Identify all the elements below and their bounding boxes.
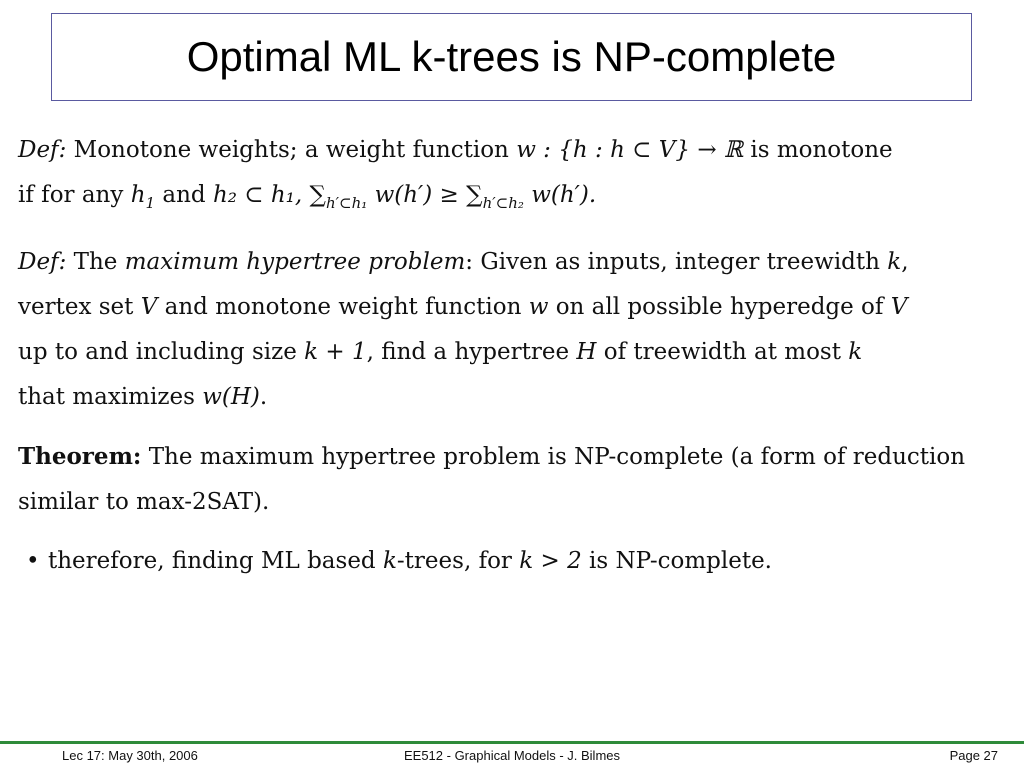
def1-end: is monotone — [750, 137, 893, 163]
def2-line1-rest: : Given as inputs, integer treewidth — [465, 249, 880, 275]
theorem — [18, 434, 1010, 525]
theorem-label: Theorem: — [18, 443, 142, 470]
def1-sum2-sub: h′⊂h₂ — [482, 194, 524, 212]
def1-and: and — [162, 182, 206, 208]
slide-content — [18, 128, 1010, 584]
def-label: Def: — [18, 249, 67, 275]
theorem-text: The maximum hypertree problem is NP-complete (a form of reduction similar to max-2SAT). — [18, 444, 966, 515]
slide-title-box — [51, 13, 972, 101]
slide-footer — [0, 748, 1024, 766]
def2-period: . — [259, 384, 268, 410]
def2-line2-a: vertex set — [18, 294, 134, 320]
def2-line2-c: on all possible hyperedge of — [555, 294, 884, 320]
bullet-k: k — [382, 548, 397, 574]
def-label: Def: — [18, 137, 67, 163]
bullet-item — [18, 539, 1010, 584]
def2-line3-b: , find a hypertree — [366, 339, 570, 365]
def1-expr: h₂ ⊂ h₁, ∑ — [212, 182, 326, 208]
def1-h1: $h_1$ — [130, 182, 156, 212]
bullet-cond: k > 2 — [519, 548, 582, 574]
def1-math: w : {h : h ⊂ V} → ℝ — [516, 137, 744, 163]
footer-lecture-date: Lec 17: May 30th, 2006 — [62, 748, 198, 763]
def2-V2: V — [890, 294, 908, 320]
footer-divider — [0, 741, 1024, 744]
def2-k-plus-1: k + 1 — [304, 339, 367, 365]
def2-wH: w(H) — [202, 384, 260, 410]
bullet-text-b: -trees, for — [396, 548, 512, 574]
def2-w: w — [528, 294, 549, 320]
footer-course: EE512 - Graphical Models - J. Bilmes — [403, 748, 621, 763]
def2-H: H — [576, 339, 597, 365]
def2-term: maximum hypertree problem — [124, 249, 466, 275]
definition-monotone-weights — [18, 128, 1010, 226]
def2-V: V — [140, 294, 158, 320]
bullet-text-c: is NP-complete. — [589, 548, 772, 574]
slide-title: Optimal ML k-trees is NP-complete — [186, 33, 837, 80]
def1-end-expr: w(h′). — [531, 182, 597, 208]
def1-mid: w(h′) ≥ ∑ — [374, 182, 483, 208]
bullet-text-a: therefore, finding ML based — [48, 548, 376, 574]
def2-line3-a: up to and including size — [18, 339, 297, 365]
definition-max-hypertree: Def: The maximum hypertree problem: Given as inputs, integer treewidth k, vertex set V and monotone weight function w on all possible hyperedge of V up to and including size k + 1, find a hypertree H of treewidth at most k that maximizes w(H). — [18, 249, 909, 410]
def2-k2: k — [848, 339, 863, 365]
def2-line2-b: and monotone weight function — [164, 294, 522, 320]
footer-page-number: Page 27 — [949, 748, 998, 763]
def1-sum1-sub: h′⊂h₁ — [325, 194, 368, 212]
def1-line2-text: if for any — [18, 182, 124, 208]
def1-text: Monotone weights; a weight function — [73, 137, 509, 163]
bullet-icon: • — [26, 548, 40, 574]
def2-line3-c: of treewidth at most — [603, 339, 841, 365]
def2-k: k — [887, 249, 902, 275]
def2-the: The — [73, 249, 118, 275]
def2-line4-a: that maximizes — [18, 384, 195, 410]
